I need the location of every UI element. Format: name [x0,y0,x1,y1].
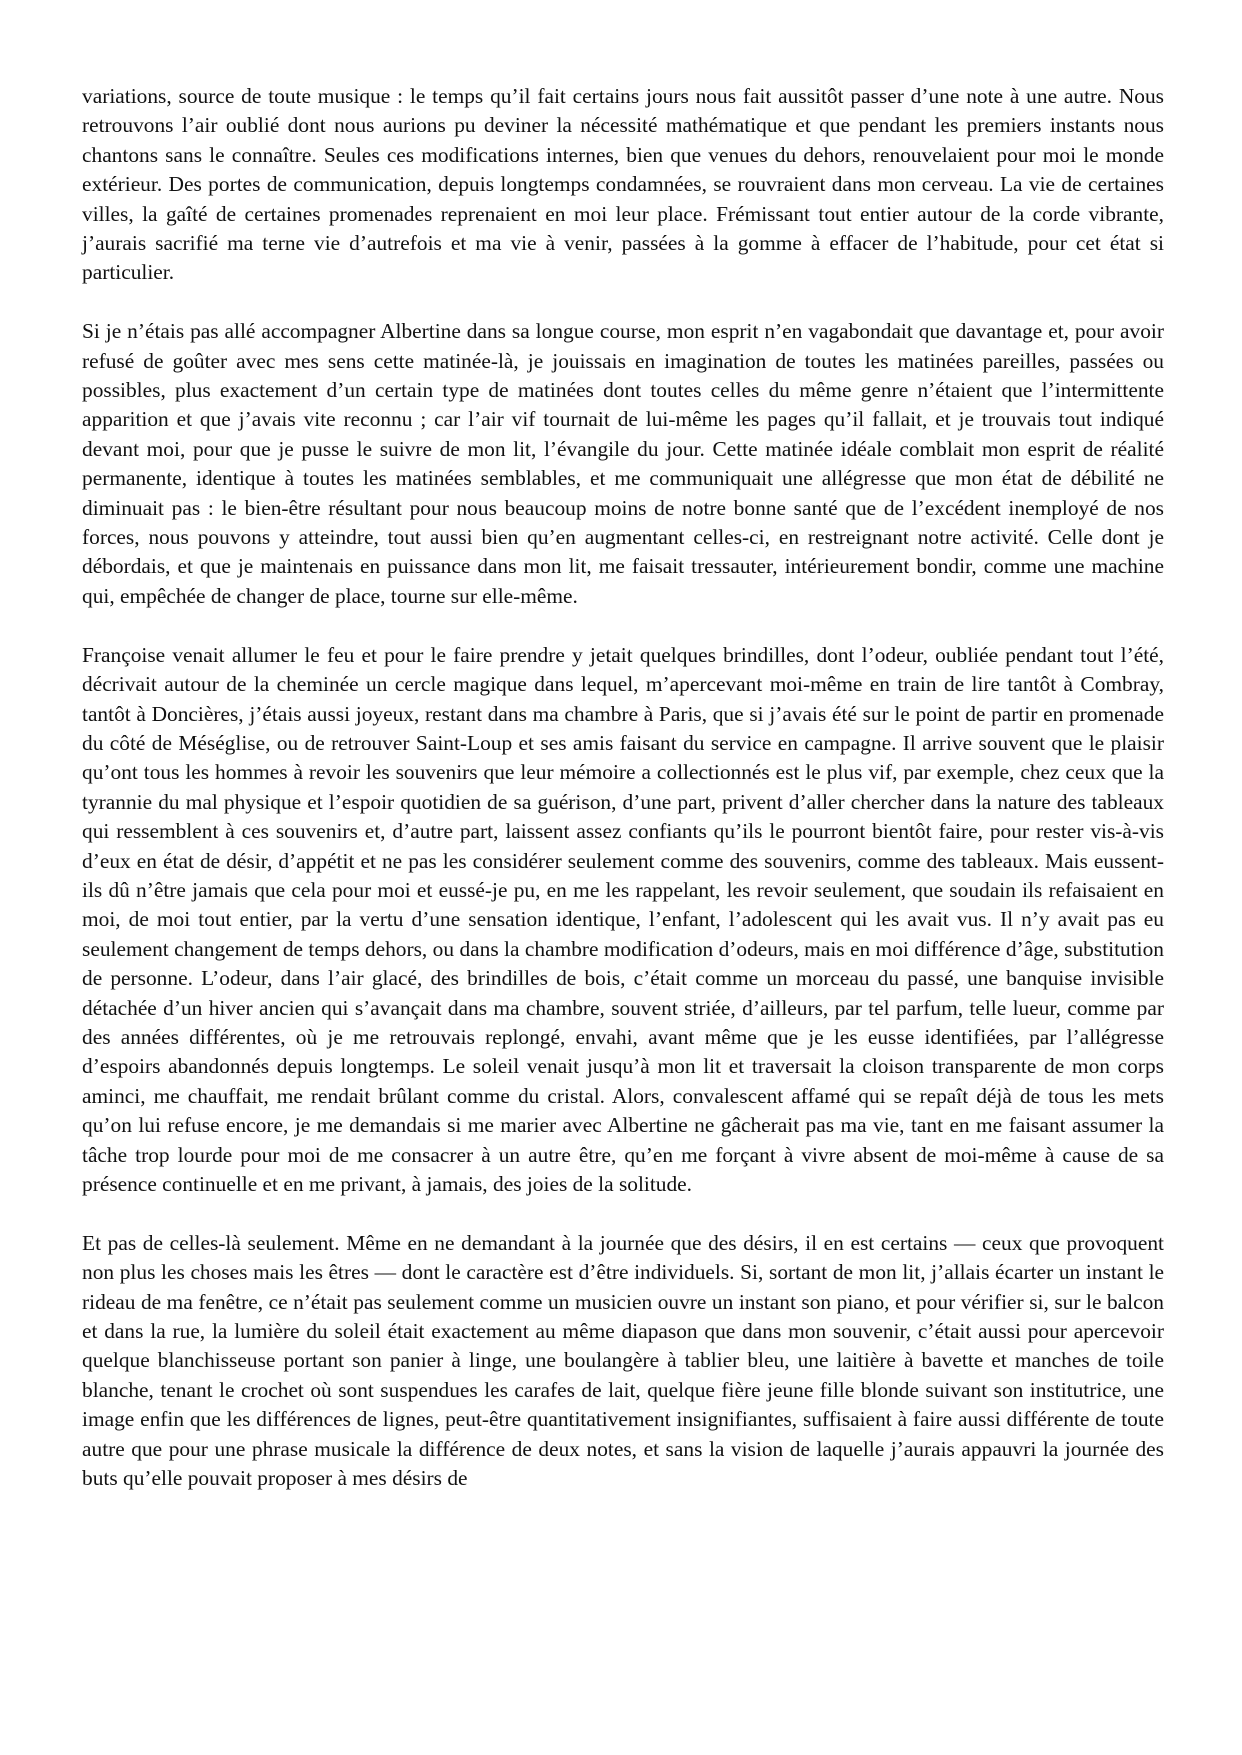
paragraph-3: Françoise venait allumer le feu et pour le faire prendre y jetait quelques brindilles, dont l’odeur, oubliée pendant tout l’été, décrivait autour de la cheminée un cercle magique dans lequel, m’apercevant moi-même en train de lire tantôt à Combray, tantôt à Doncières, j’étais aussi joyeux, restant dans ma chambre à Paris, que si j’avais été sur le point de partir en promenade du côté de Méséglise, ou de retrouver Saint-Loup et ses amis faisant du service en campagne. Il arrive souvent que le plaisir qu’ont tous les hommes à revoir les souvenirs que leur mémoire a collectionnés est le plus vif, par exemple, chez ceux que la tyrannie du mal physique et l’espoir quotidien de sa guérison, d’une part, privent d’aller chercher dans la nature des tableaux qui ressemblent à ces souvenirs et, d’autre part, laissent assez confiants qu’ils le pourront bientôt faire, pour rester vis-à-vis d’eux en état de désir, d’appétit et ne pas les considérer seulement comme des souvenirs, comme des tableaux. Mais eussent-ils dû n’être jamais que cela pour moi et eussé-je pu, en me les rappelant, les revoir seulement, que soudain ils refaisaient en moi, de moi tout entier, par la vertu d’une sensation identique, l’enfant, l’adolescent qui les avait vus. Il n’y avait pas eu seulement changement de temps dehors, ou dans la chambre modification d’odeurs, mais en moi différence d’âge, substitution de personne. L’odeur, dans l’air glacé, des brindilles de bois, c’était comme un morceau du passé, une banquise invisible détachée d’un hiver ancien qui s’avançait dans ma chambre, souvent striée, d’ailleurs, par tel parfum, telle lueur, comme par des années différentes, où je me retrouvais replongé, envahi, avant même que je les eusse identifiées, par l’allégresse d’espoirs abandonnés depuis longtemps. Le soleil venait jusqu’à mon lit et traversait la cloison transparente de mon corps aminci, me chauffait, me rendait brûlant comme du cristal. Alors, convalescent affamé qui se repaît déjà de tous les mets qu’on lui refuse encore, je me demandais si me marier avec Albertine ne gâcherait pas ma vie, tant en me faisant assumer la tâche trop lourde pour moi de me consacrer à un autre être, qu’en me forçant à vivre absent de moi-même à cause de sa présence continuelle et en me privant, à jamais, des joies de la solitude. [82,642,1164,1196]
paragraph-4: Et pas de celles-là seulement. Même en ne demandant à la journée que des désirs, il en est certains — ceux que provoquent non plus les choses mais les êtres — dont le caractère est d’être individuels. Si, sortant de mon lit, j’allais écarter un instant le rideau de ma fenêtre, ce n’était pas seulement comme un musicien ouvre un instant son piano, et pour vérifier si, sur le balcon et dans la rue, la lumière du soleil était exactement au même diapason que dans mon souvenir, c’était aussi pour apercevoir quelque blanchisseuse portant son panier à linge, une boulangère à tablier bleu, une laitière à bavette et manches de toile blanche, tenant le crochet où sont suspendues les carafes de lait, quelque fière jeune fille blonde suivant son institutrice, une image enfin que les différences de lignes, peut-être quantitativement insignifiantes, suffisaient à faire aussi différente de toute autre que pour une phrase musicale la différence de deux notes, et sans la vision de laquelle j’aurais appauvri la journée des buts qu’elle pouvait proposer à mes désirs de [82,1230,1164,1491]
document-page [82,82,1164,1493]
paragraph-2: Si je n’étais pas allé accompagner Albertine dans sa longue course, mon esprit n’en vagabondait que davantage et, pour avoir refusé de goûter avec mes sens cette matinée-là, je jouissais en imagination de toutes les matinées pareilles, passées ou possibles, plus exactement d’un certain type de matinées dont toutes celles du même genre n’étaient que l’intermittente apparition et que j’avais vite reconnu ; car l’air vif tournait de lui-même les pages qu’il fallait, et je trouvais tout indiqué devant moi, pour que je pusse le suivre de mon lit, l’évangile du jour. Cette matinée idéale comblait mon esprit de réalité permanente, identique à toutes les matinées semblables, et me communiquait une allégresse que mon état de débilité ne diminuait pas : le bien-être résultant pour nous beaucoup moins de notre bonne santé que de l’excédent inemployé de nos forces, nous pouvons y atteindre, tout aussi bien qu’en augmentant celles-ci, en restreignant notre activité. Celle dont je débordais, et que je maintenais en puissance dans mon lit, me faisait tressauter, intérieurement bondir, comme une machine qui, empêchée de changer de place, tourne sur elle-même. [82,319,1164,608]
paragraph-1: variations, source de toute musique : le temps qu’il fait certains jours nous fait aussitôt passer d’une note à une autre. Nous retrouvons l’air oublié dont nous aurions pu deviner la nécessité mathématique et que pendant les premiers instants nous chantons sans le connaître. Seules ces modifications internes, bien que venues du dehors, renouvelaient pour moi le monde extérieur. Des portes de communication, depuis longtemps condamnées, se rouvraient dans mon cerveau. La vie de certaines villes, la gaîté de certaines promenades reprenaient en moi leur place. Frémissant tout entier autour de la corde vibrante, j’aurais sacrifié ma terne vie d’autrefois et ma vie à venir, passées à la gomme à effacer de l’habitude, pour cet état si particulier. [82,84,1164,285]
